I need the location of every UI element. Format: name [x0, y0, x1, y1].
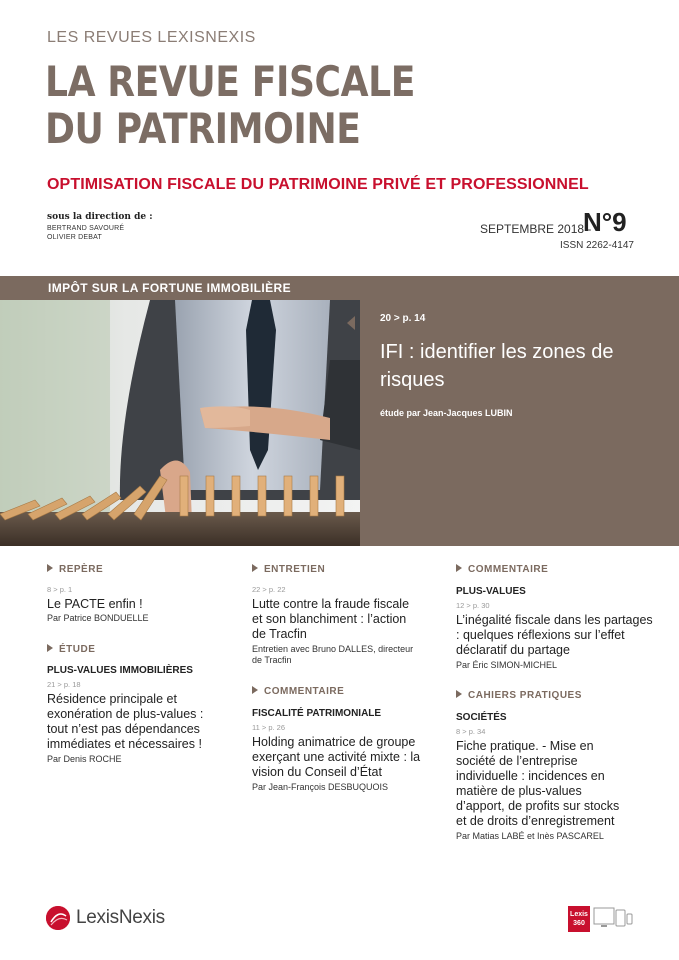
director-name: BERTRAND SAVOURÉ [47, 225, 125, 232]
triangle-icon [47, 564, 53, 572]
triangle-icon [47, 644, 53, 652]
feature-photo [0, 300, 360, 546]
article-author: Par Matias LABÉ et Inès PASCAREL [456, 831, 604, 841]
series-label: LES REVUES LEXISNEXIS [47, 29, 256, 46]
article-title[interactable]: Fiche pratique. - Mise en société de l’entreprise individuelle : incidences en matière de plus-values d’apport, de profits sur stocks et de droits d’enregistrement [456, 739, 620, 828]
director-name: OLIVIER DEBAT [47, 234, 102, 241]
article-ref: 12 > p. 30 [456, 601, 490, 610]
article-author: Par Jean-François DESBUQUOIS [252, 782, 389, 792]
article-title[interactable]: Lutte contre la fraude fiscale et son blanchiment : l’action de Tracfin [252, 597, 410, 641]
article-title[interactable]: Résidence principale et exonération de plus-values : tout n’est pas dépendances immédiates et nécessaires ! [47, 692, 204, 751]
triangle-icon [252, 564, 258, 572]
badge-line-2: 360 [573, 920, 585, 927]
article-ref: 22 > p. 22 [252, 585, 286, 594]
article-author: Entretien avec Bruno DALLES, directeur de Tracfin [252, 644, 414, 665]
lexis360-badge [568, 906, 590, 932]
section-heading-cahiers-pratiques: CAHIERS PRATIQUES [456, 690, 582, 701]
section-heading-etude: ÉTUDE [47, 644, 95, 655]
article-author: Par Patrice BONDUELLE [47, 613, 149, 623]
article-title[interactable]: Holding animatrice de groupe exerçant une activité mixte : la vision du Conseil d’État [252, 735, 421, 779]
article-author: Par Denis ROCHE [47, 754, 122, 764]
title-line-2: DU PATRIMOINE [45, 104, 361, 153]
device-outline-icon [593, 906, 633, 932]
direction-label: sous la direction de : [47, 212, 153, 222]
article-title[interactable]: Le PACTE enfin ! [47, 597, 143, 611]
magazine-title [45, 58, 415, 152]
article-category: PLUS-VALUES [456, 586, 526, 597]
section-heading-commentaire: COMMENTAIRE [456, 564, 548, 575]
article-category: FISCALITÉ PATRIMONIALE [252, 708, 382, 719]
domino-hand-illustration [0, 300, 360, 546]
article-ref: 21 > p. 18 [47, 680, 81, 689]
issue-date: SEPTEMBRE 2018 - [480, 222, 592, 236]
publisher-name: LexisNexis [76, 907, 165, 928]
section-heading-commentaire: COMMENTAIRE [252, 686, 344, 697]
triangle-icon [456, 690, 462, 698]
feature-title[interactable]: IFI : identifier les zones de risques [380, 341, 614, 391]
title-line-1: LA REVUE FISCALE [45, 57, 415, 106]
section-heading-repere: REPÈRE [47, 564, 103, 575]
article-category: PLUS-VALUES IMMOBILIÈRES [47, 665, 193, 676]
section-heading-entretien: ENTRETIEN [252, 564, 325, 575]
article-author: Par Éric SIMON-MICHEL [456, 660, 558, 670]
feature-byline: étude par Jean-Jacques LUBIN [380, 408, 513, 418]
feature-band-title: IMPÔT SUR LA FORTUNE IMMOBILIÈRE [48, 281, 292, 295]
magazine-subtitle: OPTIMISATION FISCALE DU PATRIMOINE PRIVÉ ET PROFESSIONNEL [47, 176, 589, 193]
article-ref: 11 > p. 26 [252, 723, 286, 732]
article-ref: 8 > p. 34 [456, 727, 486, 736]
logo-mark-icon [46, 906, 70, 930]
article-ref: 8 > p. 1 [47, 585, 73, 594]
triangle-icon [252, 686, 258, 694]
issn: ISSN 2262-4147 [560, 240, 634, 251]
lexisnexis-logo-icon [46, 906, 70, 930]
feature-ref: 20 > p. 14 [380, 313, 426, 324]
triangle-icon [456, 564, 462, 572]
badge-line-1: Lexis [570, 911, 588, 918]
band-pointer [347, 316, 355, 330]
issue-number: N°9 [583, 207, 627, 237]
devices-icon [593, 906, 633, 937]
article-category: SOCIÉTÉS [456, 712, 507, 723]
article-title[interactable]: L’inégalité fiscale dans les partages : quelques réflexions sur l’effet déclaratif du partage [456, 613, 653, 657]
